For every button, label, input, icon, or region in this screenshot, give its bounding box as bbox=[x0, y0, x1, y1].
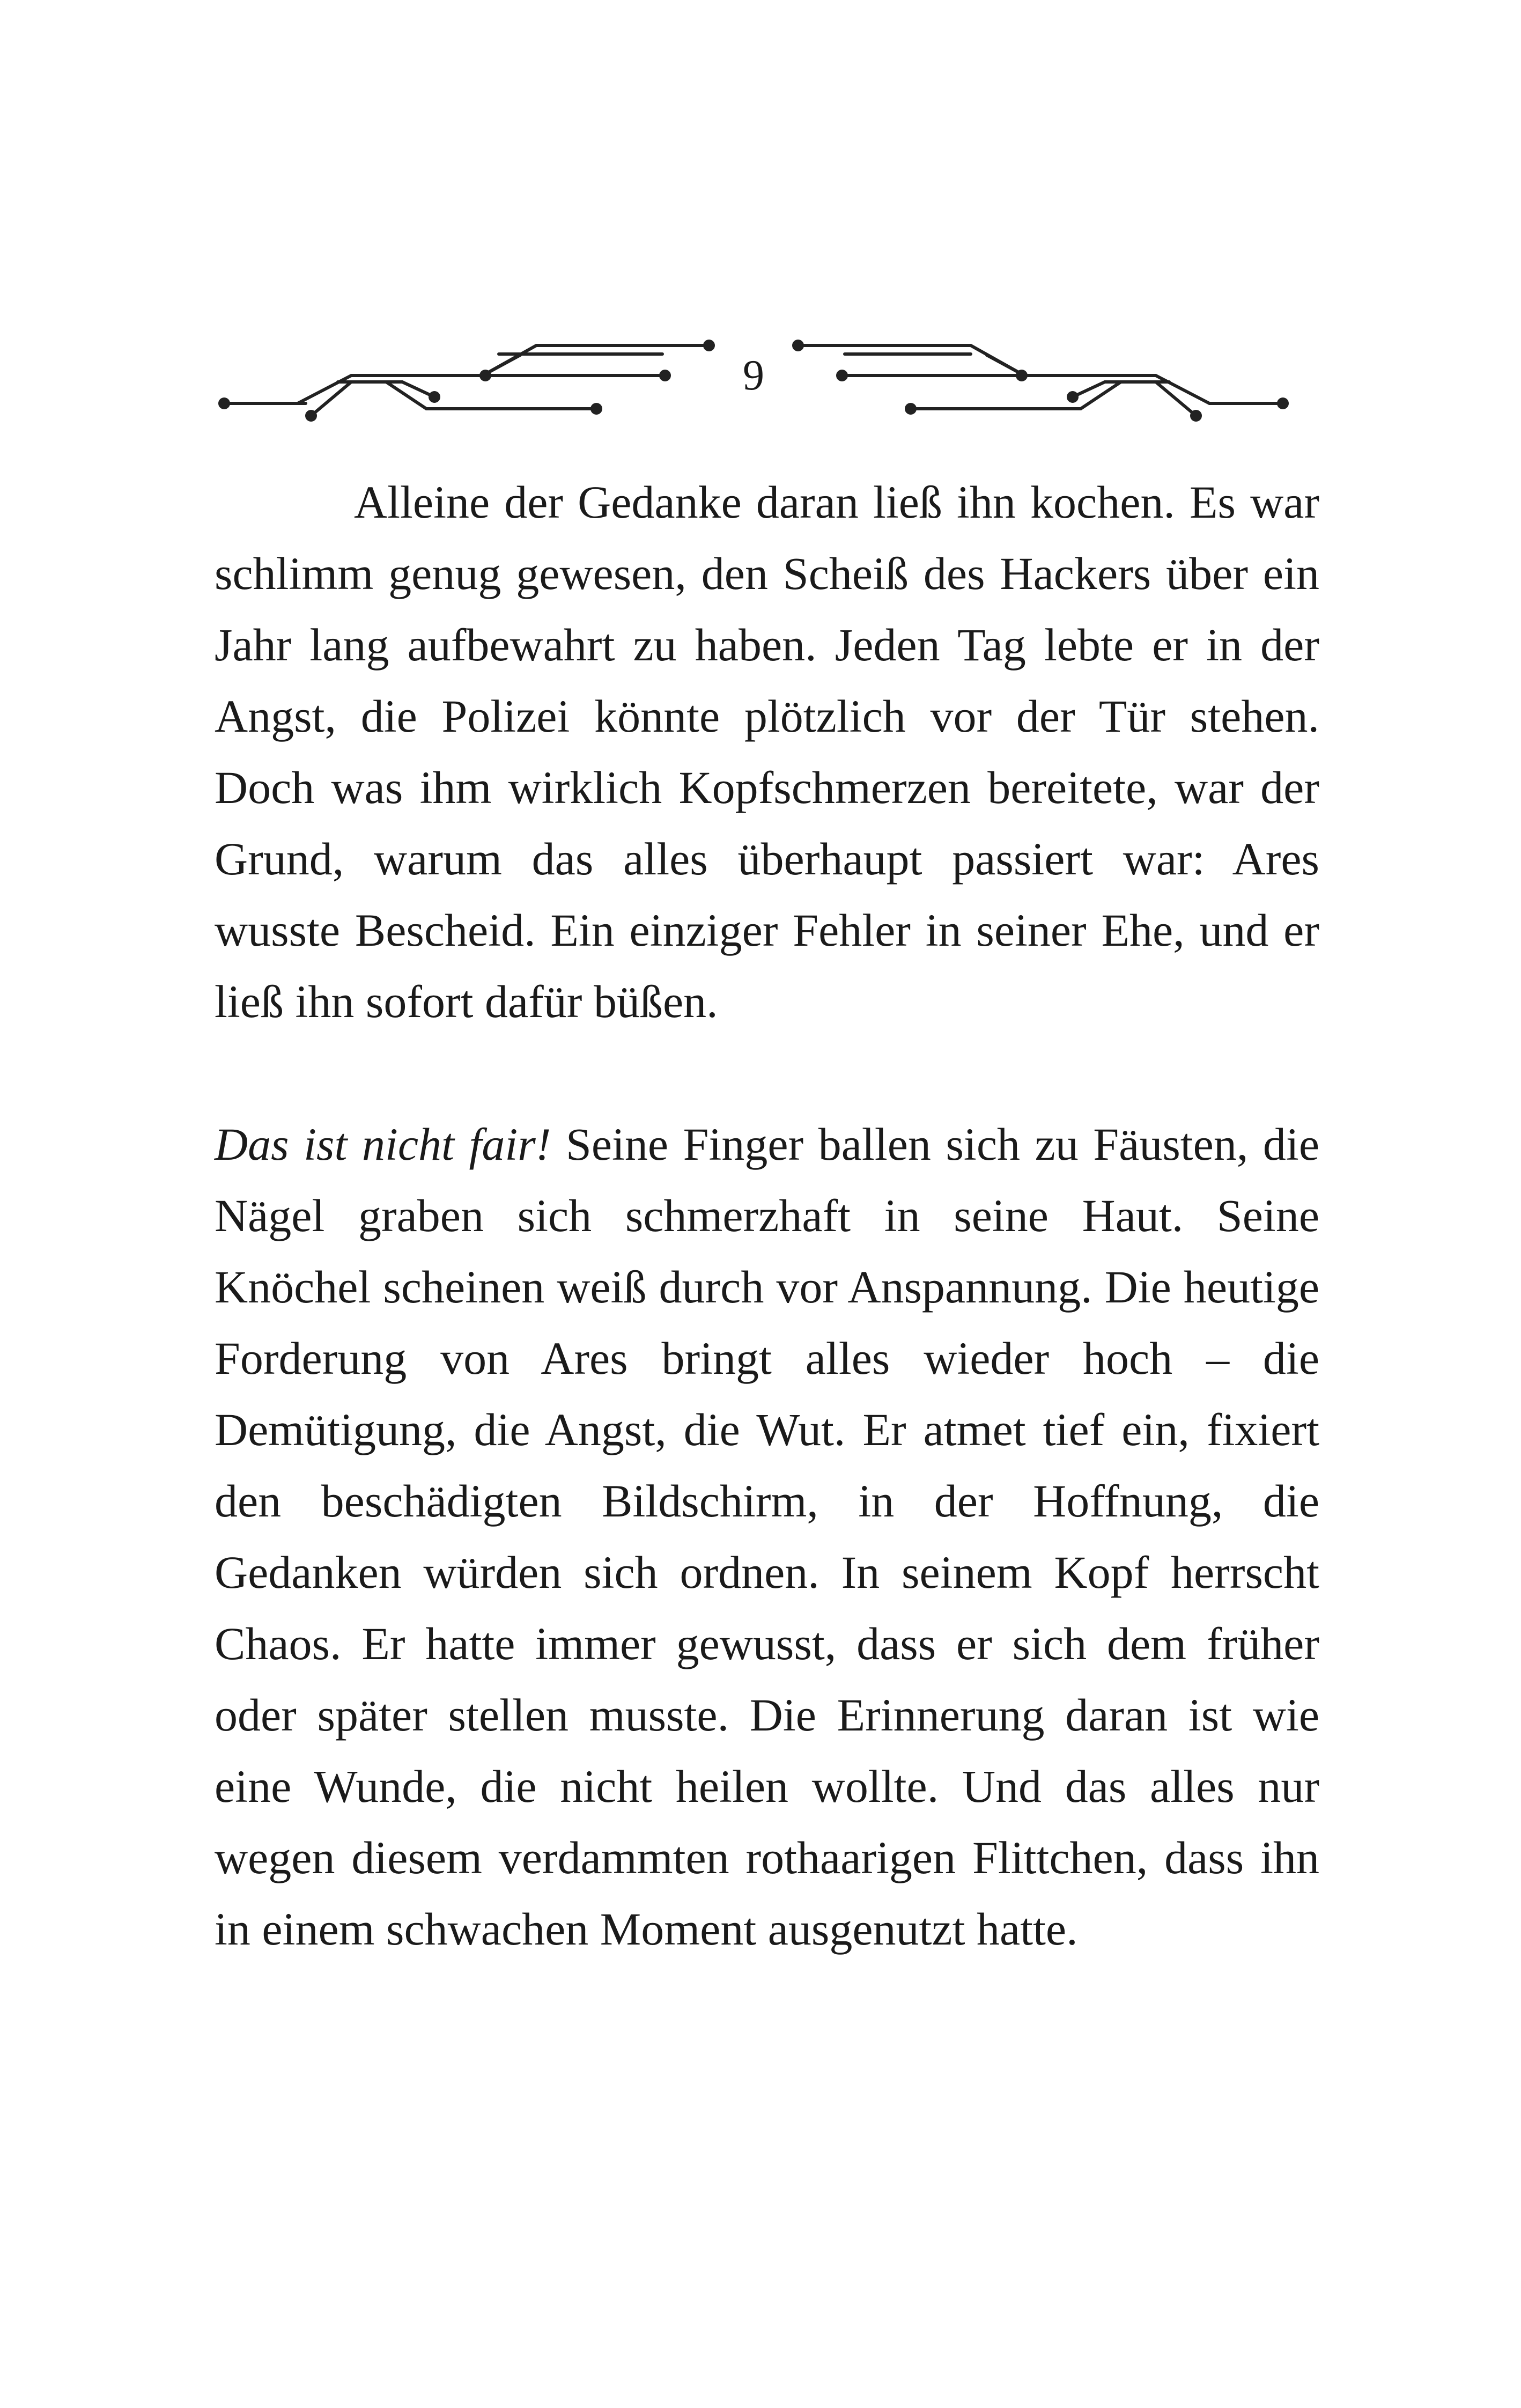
circuit-ornament-right-icon bbox=[772, 322, 1298, 445]
paragraph bbox=[215, 467, 1319, 1037]
chapter-body bbox=[215, 467, 1319, 1965]
paragraph bbox=[215, 1109, 1319, 1965]
page-number: 9 bbox=[743, 352, 764, 399]
chapter-header bbox=[209, 322, 1298, 445]
paragraph-text: Seine Finger ballen sich zu Fäusten, die Nägel graben sich schmerzhaft in seine Haut. Seine Knöchel scheinen weiß durch vor Anspannung. Die heutige Forderung von Ares bringt alles wieder hoch – die Demütigung, die Angst, die Wut. Er atmet tief ein, fixiert den beschädigten Bildschirm, in der Hoffnung, die Gedanken würden sich ordnen. In seinem Kopf herrscht Chaos. Er hatte immer gewusst, dass er sich dem früher oder später stellen musste. Die Erinnerung daran ist wie eine Wunde, die nicht heilen wollte. Und das alles nur wegen diesem verdammten rothaarigen Flittchen, dass ihn in einem schwachen Moment ausgenutzt hatte. bbox=[215, 1118, 1319, 1955]
circuit-ornament-left-icon bbox=[209, 322, 735, 445]
paragraph-text: Alleine der Gedanke daran ließ ihn kochen. Es war schlimm genug gewesen, den Scheiß des Hackers über ein Jahr lang aufbewahrt zu haben. Jeden Tag lebte er in der Angst, die Polizei könnte plötzlich vor der Tür stehen. Doch was ihm wirklich Kopfschmerzen bereitete, war der Grund, warum das alles überhaupt passiert war: Ares wusste Bescheid. Ein einziger Fehler in seiner Ehe, und er ließ ihn sofort dafür büßen. bbox=[215, 476, 1319, 1027]
italic-thought: Das ist nicht fair! bbox=[215, 1118, 551, 1170]
